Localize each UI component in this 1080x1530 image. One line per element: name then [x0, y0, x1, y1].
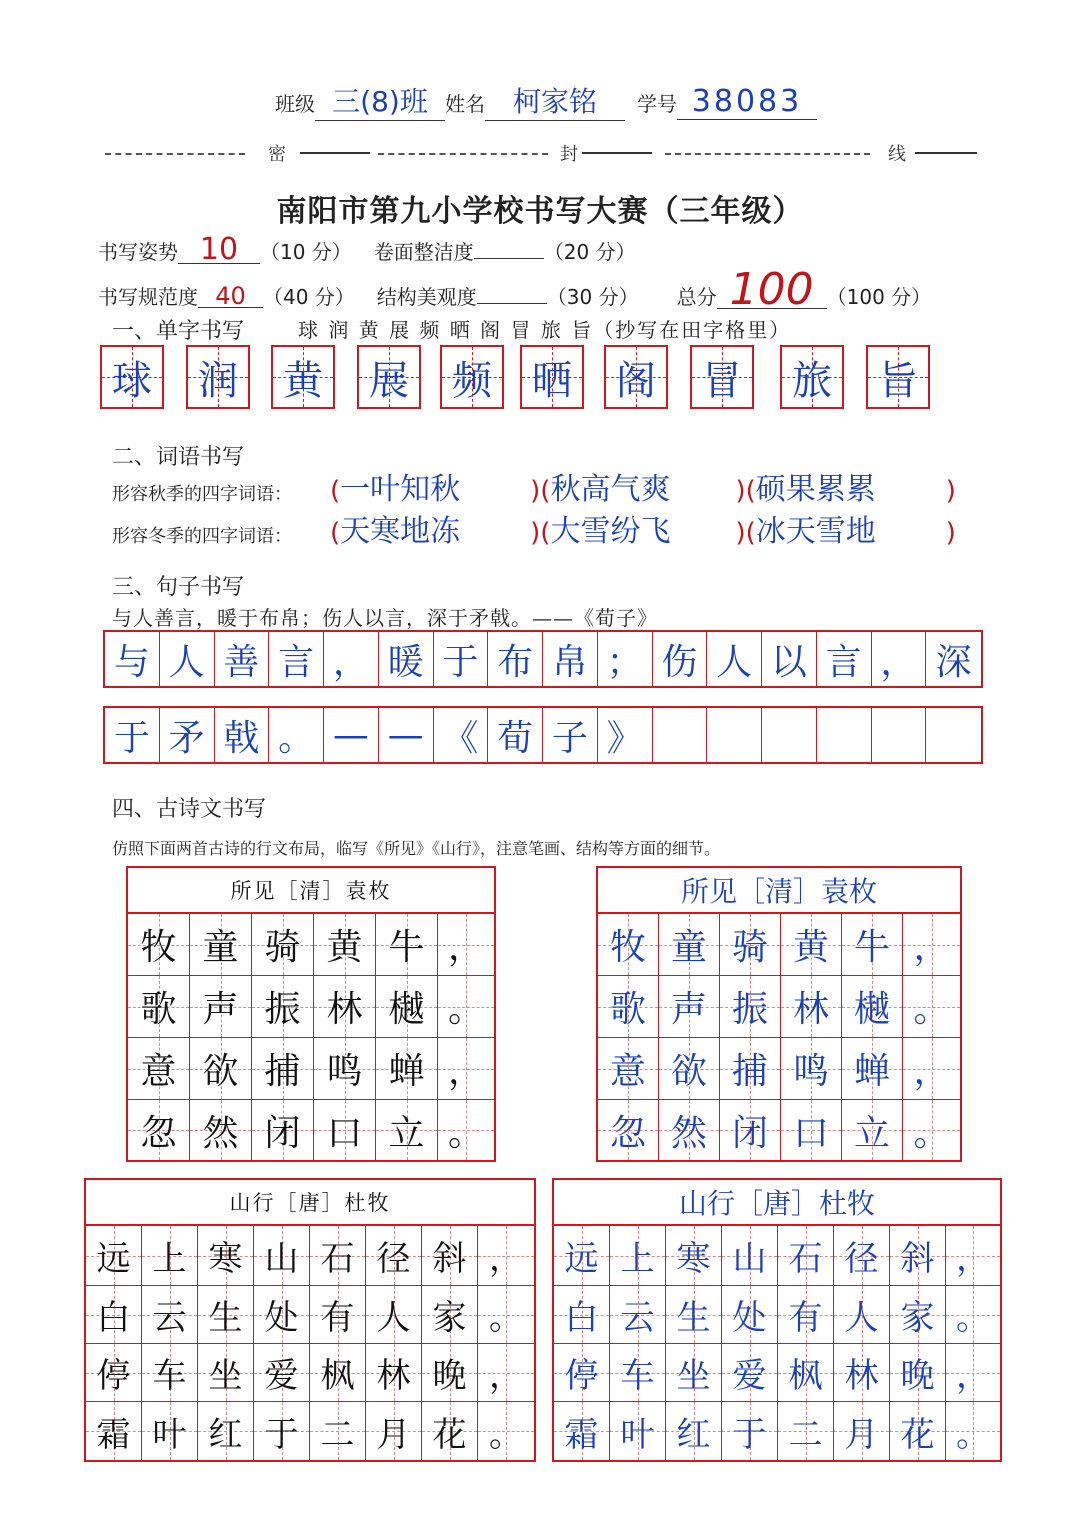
- sentence-cell: 子: [543, 708, 598, 762]
- section1-prompt: 球 润 黄 展 频 晒 阁 冒 旅 旨（抄写在田字格里）: [298, 318, 792, 342]
- char-box[interactable]: [604, 345, 668, 409]
- winter-word-3[interactable]: 冰天雪地: [755, 514, 876, 549]
- sentence-cell: 与: [105, 632, 160, 686]
- sentence-cell: 于: [434, 632, 489, 686]
- char-box[interactable]: [440, 345, 504, 409]
- sentence-cell: 善: [215, 632, 270, 686]
- poem-row: [554, 1344, 1000, 1402]
- poem-char: 白: [96, 1298, 131, 1338]
- sentence-row-2[interactable]: [103, 706, 983, 764]
- poem-row: [554, 1226, 1000, 1286]
- hand-char: 童: [670, 927, 707, 968]
- poem1-title: 所见［清］袁枚: [128, 868, 494, 914]
- total-score[interactable]: 100: [717, 272, 827, 309]
- sentence-cell: ；: [598, 632, 653, 686]
- neat-label: 卷面整洁度: [373, 240, 474, 264]
- poem-char: 处: [264, 1298, 299, 1338]
- sentence-cell: 帛: [543, 632, 598, 686]
- hand-char: 口: [792, 1112, 829, 1154]
- handwritten-char: 频: [452, 357, 492, 404]
- poem-row: [554, 1402, 1000, 1460]
- char-box[interactable]: [186, 345, 250, 409]
- sentence-cell: 布: [488, 632, 543, 686]
- poem2-hand-title: 山行［唐］杜牧: [554, 1180, 1000, 1226]
- name-label: 姓名: [445, 92, 485, 116]
- hand-char: 。: [956, 1298, 990, 1338]
- seal-feng: 封: [560, 144, 578, 165]
- hand-char: 声: [670, 989, 707, 1030]
- struct-max: （30 分）: [546, 285, 639, 309]
- class-field[interactable]: 三(8)班: [315, 80, 445, 121]
- hand-char: 振: [731, 989, 768, 1030]
- student-info: [275, 80, 817, 121]
- hand-char: 生: [676, 1298, 711, 1338]
- char-box[interactable]: [780, 345, 844, 409]
- score-row-1: [98, 232, 636, 267]
- sentence-cell: 暖: [379, 632, 434, 686]
- poem-char: 。: [489, 1414, 523, 1455]
- hand-char: 爱: [732, 1356, 767, 1396]
- section2-heading: 二、词语书写: [112, 445, 245, 470]
- total-label: 总分: [676, 285, 717, 309]
- seal-xian: 线: [888, 144, 906, 165]
- posture-label: 书写姿势: [98, 240, 178, 264]
- winter-answers: (天寒地冻 )(大雪纷飞 )(冰天雪地 ): [330, 506, 956, 550]
- sentence-cell: [707, 708, 762, 762]
- winter-label: 形容冬季的四字词语：: [112, 526, 292, 547]
- poem-row: [598, 976, 960, 1038]
- hand-char: 意: [609, 1051, 646, 1092]
- norm-score[interactable]: 40: [198, 285, 263, 308]
- poem-char: 牛: [388, 927, 425, 968]
- name-field[interactable]: 柯家铭: [485, 80, 625, 121]
- poem-char: 人: [376, 1298, 411, 1338]
- handwritten-char: 展: [369, 357, 409, 404]
- posture-score[interactable]: 10: [178, 237, 260, 264]
- sentence-cell: ，: [872, 632, 927, 686]
- poem-char: 上: [152, 1239, 187, 1279]
- hand-char: 车: [620, 1356, 655, 1396]
- sentence-cell: [872, 708, 927, 762]
- poem-char: 寒: [208, 1239, 243, 1279]
- sentence-cell: 荀: [488, 708, 543, 762]
- hand-char: 然: [670, 1112, 707, 1154]
- char-box[interactable]: [271, 345, 335, 409]
- poem-char: 声: [202, 989, 239, 1030]
- poem-char: 林: [376, 1356, 411, 1396]
- poem1-printed-grid: [126, 866, 496, 1162]
- neat-max: （20 分）: [543, 240, 636, 264]
- hand-char: 林: [844, 1356, 879, 1396]
- poem-char: 于: [264, 1414, 299, 1455]
- norm-label: 书写规范度: [98, 285, 198, 309]
- sentence-cell: 以: [762, 632, 817, 686]
- hand-char: 黄: [792, 927, 829, 968]
- hand-char: 捕: [731, 1051, 768, 1092]
- poem-char: 捕: [264, 1051, 301, 1092]
- char-box[interactable]: [100, 345, 164, 409]
- struct-score[interactable]: [477, 303, 547, 304]
- id-label: 学号: [637, 92, 677, 116]
- poem-char: 车: [152, 1356, 187, 1396]
- poem-char: 振: [264, 989, 301, 1030]
- autumn-word-1[interactable]: 一叶知秋: [340, 472, 461, 507]
- winter-word-1[interactable]: 天寒地冻: [340, 514, 461, 549]
- hand-char: 牛: [853, 927, 890, 968]
- sentence-cell: —: [324, 708, 379, 762]
- hand-char: 闭: [731, 1112, 768, 1154]
- sentence-cell: —: [379, 708, 434, 762]
- char-box[interactable]: [357, 345, 421, 409]
- sentence-cell: 戟: [215, 708, 270, 762]
- poem-row: [86, 1286, 534, 1344]
- sentence-cell: [817, 708, 872, 762]
- poem-char: 霜: [96, 1414, 131, 1455]
- poem-char: 家: [432, 1298, 467, 1338]
- id-field[interactable]: 38083: [677, 84, 817, 120]
- hand-char: 远: [564, 1239, 599, 1279]
- poem-char: 径: [376, 1239, 411, 1279]
- poem-char: 林: [326, 989, 363, 1030]
- poem-row: [128, 1038, 494, 1100]
- seal-dash-3: [665, 153, 870, 155]
- hand-char: 于: [732, 1414, 767, 1455]
- class-label: 班级: [275, 92, 315, 116]
- poem-row: [86, 1226, 534, 1286]
- hand-char: ，: [913, 1051, 950, 1092]
- poem-row: [598, 1100, 960, 1160]
- section4-instruction: 仿照下面两首古诗的行文布局，临写《所见》《山行》，注意笔画、结构等方面的细节。: [112, 839, 721, 858]
- sentence-cell: 《: [434, 708, 489, 762]
- poem-char: ，: [447, 927, 484, 968]
- poem-char: 意: [140, 1051, 177, 1092]
- poem-char: ，: [489, 1356, 523, 1396]
- posture-max: （10 分）: [260, 240, 352, 264]
- poem-char: 蝉: [388, 1051, 425, 1092]
- handwritten-char: 旨: [878, 357, 918, 404]
- poem-char: 忽: [140, 1112, 177, 1154]
- hand-char: 蝉: [853, 1051, 890, 1092]
- poem-char: ，: [489, 1239, 523, 1279]
- poem-char: 闭: [264, 1112, 301, 1154]
- hand-char: 停: [564, 1356, 599, 1396]
- handwritten-char: 阁: [616, 357, 656, 404]
- hand-char: 林: [792, 989, 829, 1030]
- poem-char: 坐: [208, 1356, 243, 1396]
- section4-heading: 四、古诗文书写: [112, 797, 267, 822]
- handwritten-char: 冒: [702, 357, 742, 404]
- seal-line-3: [915, 152, 977, 154]
- poem-char: 生: [208, 1298, 243, 1338]
- poem-char: 斜: [432, 1239, 467, 1279]
- hand-char: 坐: [676, 1356, 711, 1396]
- hand-char: 石: [788, 1239, 823, 1279]
- poem-char: 爱: [264, 1356, 299, 1396]
- hand-char: 山: [732, 1239, 767, 1279]
- hand-char: 月: [844, 1414, 879, 1455]
- hand-char: 叶: [620, 1414, 655, 1455]
- poem-row: [86, 1402, 534, 1460]
- hand-char: 樾: [853, 989, 890, 1030]
- poem1-handwritten-grid[interactable]: [596, 866, 962, 1162]
- seal-dash-1: [105, 153, 245, 155]
- sentence-cell: 言: [817, 632, 872, 686]
- hand-char: 枫: [788, 1356, 823, 1396]
- poem-row: [598, 914, 960, 976]
- hand-char: 。: [913, 989, 950, 1030]
- hand-char: 人: [844, 1298, 879, 1338]
- handwritten-char: 黄: [283, 357, 323, 404]
- total-max: （100 分）: [826, 285, 932, 309]
- poem-char: 叶: [152, 1414, 187, 1455]
- seal-line-1: [300, 152, 370, 154]
- sentence-cell: [653, 708, 708, 762]
- poem-char: 。: [447, 989, 484, 1030]
- poem-char: 红: [208, 1414, 243, 1455]
- hand-char: ，: [913, 927, 950, 968]
- autumn-label: 形容秋季的四字词语：: [112, 484, 292, 505]
- hand-char: 有: [788, 1298, 823, 1338]
- poem-char: 。: [447, 1112, 484, 1154]
- hand-char: 牧: [609, 927, 646, 968]
- poem-char: 枫: [320, 1356, 355, 1396]
- sentence-cell: 伤: [653, 632, 708, 686]
- poem-char: 云: [152, 1298, 187, 1338]
- sentence-cell: 言: [269, 632, 324, 686]
- hand-char: 斜: [900, 1239, 935, 1279]
- score-row-2: [98, 264, 932, 315]
- hand-char: ，: [956, 1356, 990, 1396]
- poem2-title: 山行［唐］杜牧: [86, 1180, 534, 1226]
- poem-char: 樾: [388, 989, 425, 1030]
- hand-char: 歌: [609, 989, 646, 1030]
- poem-row: [554, 1286, 1000, 1344]
- poem-char: 停: [96, 1356, 131, 1396]
- sentence-cell: 深: [935, 641, 972, 683]
- seal-dash-2: [378, 153, 548, 155]
- handwritten-char: 晒: [532, 357, 572, 404]
- sentence-cell: [762, 708, 817, 762]
- sentence-cell: [926, 708, 981, 762]
- poem-char: 立: [388, 1112, 425, 1154]
- autumn-word-2[interactable]: 秋高气爽: [550, 472, 671, 507]
- poem-row: [128, 976, 494, 1038]
- neat-score[interactable]: [474, 258, 544, 259]
- page-title: 南阳市第九小学校书写大赛（三年级）: [276, 194, 804, 229]
- poem-char: ，: [447, 1051, 484, 1092]
- poem-row: [86, 1344, 534, 1402]
- char-box[interactable]: [520, 345, 584, 409]
- norm-max: （40 分）: [263, 285, 355, 309]
- poem2-printed-grid: [84, 1178, 536, 1462]
- hand-char: 鸣: [792, 1051, 829, 1092]
- poem-char: 鸣: [326, 1051, 363, 1092]
- sentence-cell: 于: [105, 708, 160, 762]
- poem-char: 有: [320, 1298, 355, 1338]
- hand-char: 二: [788, 1414, 823, 1455]
- poem-char: 然: [202, 1112, 239, 1154]
- poem-char: 远: [96, 1239, 131, 1279]
- struct-label: 结构美观度: [376, 285, 477, 309]
- hand-char: 欲: [670, 1051, 707, 1092]
- poem-char: 口: [326, 1112, 363, 1154]
- poem-row: [598, 1038, 960, 1100]
- winter-word-2[interactable]: 大雪纷飞: [550, 514, 671, 549]
- hand-char: 白: [564, 1298, 599, 1338]
- handwritten-char: 润: [198, 357, 238, 404]
- poem2-handwritten-grid[interactable]: [552, 1178, 1002, 1462]
- poem-char: 牧: [140, 927, 177, 968]
- poem-char: 花: [432, 1414, 467, 1455]
- sentence-cell: 矛: [160, 708, 215, 762]
- hand-char: 骑: [731, 927, 768, 968]
- hand-char: 上: [620, 1239, 655, 1279]
- poem-row: [128, 1100, 494, 1160]
- hand-char: 晚: [900, 1356, 935, 1396]
- section1-heading: 一、单字书写: [112, 319, 245, 344]
- poem-char: 歌: [140, 989, 177, 1030]
- hand-char: 立: [853, 1112, 890, 1154]
- hand-char: 霜: [564, 1414, 599, 1455]
- seal-line-2: [582, 152, 652, 154]
- section3-heading: 三、句子书写: [112, 575, 245, 600]
- hand-char: 红: [676, 1414, 711, 1455]
- handwritten-char: 球: [112, 357, 152, 404]
- sentence-row-1[interactable]: [103, 630, 983, 688]
- poem-char: 石: [320, 1239, 355, 1279]
- autumn-word-3[interactable]: 硕果累累: [755, 472, 876, 507]
- sentence-cell: 人: [707, 632, 762, 686]
- poem-char: 欲: [202, 1051, 239, 1092]
- hand-char: 处: [732, 1298, 767, 1338]
- poem-char: 二: [320, 1414, 355, 1455]
- poem-char: 月: [376, 1414, 411, 1455]
- hand-char: 云: [620, 1298, 655, 1338]
- hand-char: 。: [956, 1414, 990, 1455]
- sentence-cell: 》: [598, 708, 653, 762]
- poem-char: 晚: [432, 1356, 467, 1396]
- hand-char: 径: [844, 1239, 879, 1279]
- sentence-cell: ，: [324, 632, 379, 686]
- hand-char: 。: [913, 1112, 950, 1154]
- handwritten-char: 旅: [792, 357, 832, 404]
- poem-char: 童: [202, 927, 239, 968]
- autumn-answers: (一叶知秋 )(秋高气爽 )(硕果累累 ): [330, 464, 956, 508]
- poem-char: 山: [264, 1239, 299, 1279]
- seal-mi: 密: [268, 144, 286, 165]
- section3-sentence: 与人善言，暖于布帛；伤人以言，深于矛戟。——《荀子》: [112, 606, 658, 630]
- char-box[interactable]: [690, 345, 754, 409]
- sentence-cell: 。: [269, 708, 324, 762]
- hand-char: 花: [900, 1414, 935, 1455]
- poem1-hand-title: 所见［清］袁枚: [598, 868, 960, 914]
- sentence-cell: 人: [160, 632, 215, 686]
- hand-char: 忽: [609, 1112, 646, 1154]
- poem-char: 。: [489, 1298, 523, 1338]
- hand-char: ，: [956, 1239, 990, 1279]
- poem-char: 黄: [326, 927, 363, 968]
- poem-row: [128, 914, 494, 976]
- hand-char: 家: [900, 1298, 935, 1338]
- hand-char: 寒: [676, 1239, 711, 1279]
- poem-char: 骑: [264, 927, 301, 968]
- char-box[interactable]: [866, 345, 930, 409]
